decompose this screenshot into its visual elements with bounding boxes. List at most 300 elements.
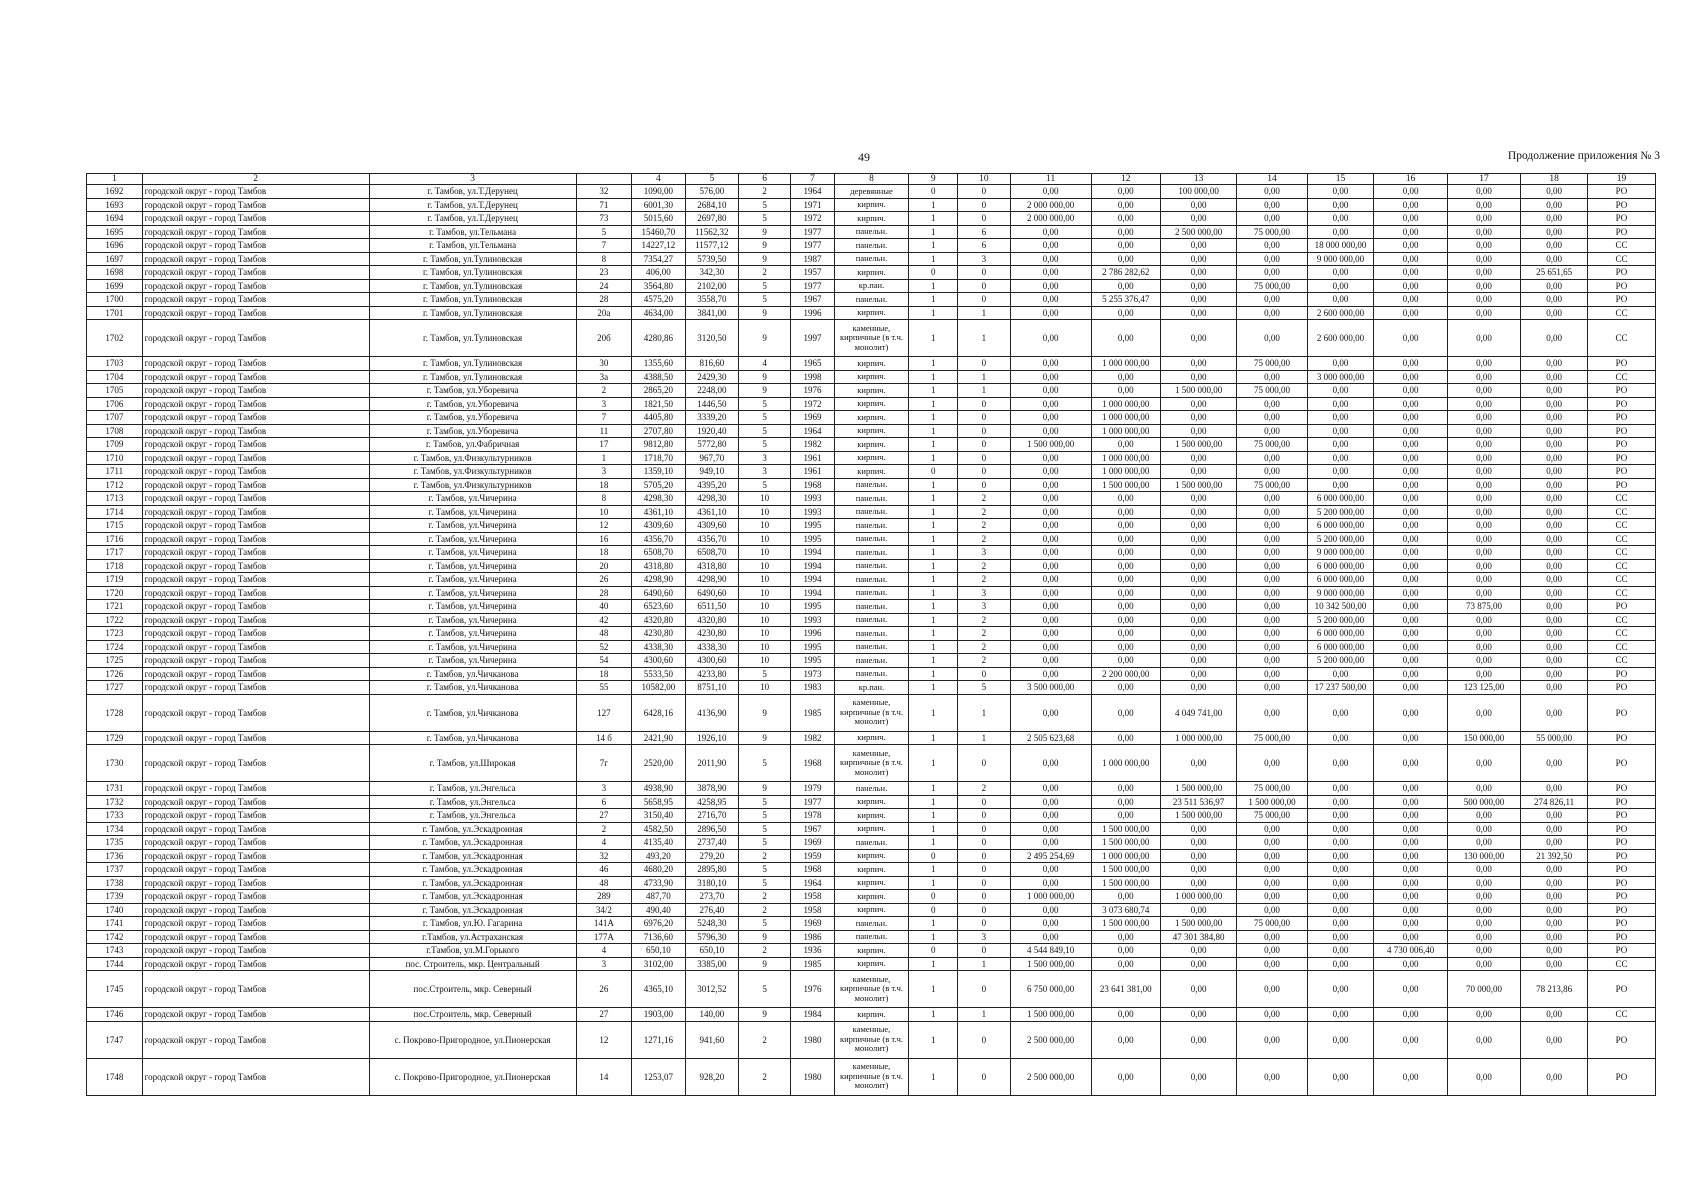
table-cell: 0,00 bbox=[1447, 863, 1520, 877]
table-cell: 0,00 bbox=[1160, 465, 1237, 479]
table-cell: 2 bbox=[739, 890, 791, 904]
table-cell: 0,00 bbox=[1374, 573, 1447, 587]
table-cell: 5 bbox=[958, 681, 1010, 695]
table-cell: 3а bbox=[576, 370, 632, 384]
table-cell: 0,00 bbox=[1010, 640, 1091, 654]
table-cell: 0,00 bbox=[1160, 944, 1237, 958]
table-cell: 0,00 bbox=[1374, 546, 1447, 560]
table-cell: городской округ - город Тамбов bbox=[142, 876, 369, 890]
table-cell: 289 bbox=[576, 890, 632, 904]
table-cell: 0,00 bbox=[1374, 424, 1447, 438]
table-cell: 1 bbox=[909, 822, 958, 836]
table-cell: городской округ - город Тамбов bbox=[142, 370, 369, 384]
table-cell: 7 bbox=[576, 239, 632, 253]
table-cell: 0,00 bbox=[1307, 198, 1374, 212]
table-cell: 1 500 000,00 bbox=[1091, 836, 1160, 850]
table-cell: 3 bbox=[958, 586, 1010, 600]
table-cell: 1 500 000,00 bbox=[1160, 917, 1237, 931]
table-cell: 5 bbox=[739, 212, 791, 226]
table-cell: 0,00 bbox=[1237, 1058, 1307, 1095]
table-cell: 5 255 376,47 bbox=[1091, 293, 1160, 307]
table-cell: 0,00 bbox=[1521, 957, 1588, 971]
table-cell: 1 bbox=[909, 546, 958, 560]
table-cell: 0,00 bbox=[1160, 745, 1237, 782]
table-cell: 1 bbox=[909, 640, 958, 654]
table-cell: 3 bbox=[576, 782, 632, 796]
table-cell: 0,00 bbox=[1521, 1021, 1588, 1058]
table-cell: 0,00 bbox=[1160, 627, 1237, 641]
table-cell: 7 bbox=[576, 411, 632, 425]
table-cell: городской округ - город Тамбов bbox=[142, 849, 369, 863]
table-cell: 0 bbox=[909, 465, 958, 479]
table-cell: 2 bbox=[739, 903, 791, 917]
table-cell: 0,00 bbox=[1521, 411, 1588, 425]
table-cell: г. Тамбов, ул.Энгельса bbox=[369, 809, 576, 823]
table-cell: СС bbox=[1587, 492, 1655, 506]
table-cell: 1 500 000,00 bbox=[1237, 795, 1307, 809]
table-cell: 0 bbox=[909, 903, 958, 917]
table-cell: 0,00 bbox=[1521, 492, 1588, 506]
table-cell: 0,00 bbox=[1521, 198, 1588, 212]
table-cell: 1 500 000,00 bbox=[1160, 809, 1237, 823]
table-cell: СС bbox=[1587, 559, 1655, 573]
table-cell: 1 bbox=[909, 876, 958, 890]
table-cell: 0,00 bbox=[1091, 370, 1160, 384]
table-cell: 1972 bbox=[791, 212, 834, 226]
table-cell: 1973 bbox=[791, 667, 834, 681]
table-cell: 0,00 bbox=[1237, 681, 1307, 695]
table-cell: 2 bbox=[958, 627, 1010, 641]
table-cell: 0,00 bbox=[1307, 1021, 1374, 1058]
table-cell: 0,00 bbox=[1447, 411, 1520, 425]
table-cell: панельн. bbox=[834, 478, 909, 492]
table-cell: 1719 bbox=[87, 573, 143, 587]
table-cell: г. Тамбов, ул.Уборевича bbox=[369, 424, 576, 438]
table-cell: 0,00 bbox=[1010, 384, 1091, 398]
table-cell: 0,00 bbox=[1374, 731, 1447, 745]
table-cell: 2 200 000,00 bbox=[1091, 667, 1160, 681]
table-cell: 0,00 bbox=[1010, 451, 1091, 465]
table-cell: 1745 bbox=[87, 971, 143, 1008]
table-cell: 0,00 bbox=[1010, 809, 1091, 823]
table-cell: 0,00 bbox=[1521, 505, 1588, 519]
table-cell: каменные, кирпичные (в т.ч. монолит) bbox=[834, 320, 909, 357]
table-cell: 1730 bbox=[87, 745, 143, 782]
table-cell: 0,00 bbox=[1521, 519, 1588, 533]
table-cell: 1995 bbox=[791, 600, 834, 614]
table-row bbox=[87, 586, 1656, 600]
table-cell: г. Тамбов, ул.Чичерина bbox=[369, 505, 576, 519]
table-cell: 0 bbox=[958, 849, 1010, 863]
table-cell: РО bbox=[1587, 212, 1655, 226]
table-row bbox=[87, 876, 1656, 890]
table-cell: 5796,30 bbox=[685, 930, 738, 944]
table-cell: 0,00 bbox=[1237, 532, 1307, 546]
table-row bbox=[87, 279, 1656, 293]
table-cell: городской округ - город Тамбов bbox=[142, 559, 369, 573]
table-cell: кирпич. bbox=[834, 890, 909, 904]
table-cell: 0,00 bbox=[1160, 212, 1237, 226]
table-cell: 0,00 bbox=[1307, 667, 1374, 681]
table-cell: городской округ - город Тамбов bbox=[142, 384, 369, 398]
table-cell: 2 bbox=[958, 782, 1010, 796]
table-cell: 73 bbox=[576, 212, 632, 226]
table-cell: 0,00 bbox=[1010, 293, 1091, 307]
table-cell: 0,00 bbox=[1160, 397, 1237, 411]
table-cell: 1733 bbox=[87, 809, 143, 823]
table-cell: 20б bbox=[576, 320, 632, 357]
table-cell: 3012,52 bbox=[685, 971, 738, 1008]
table-cell: г. Тамбов, ул.Чичерина bbox=[369, 586, 576, 600]
table-cell: кирпич. bbox=[834, 795, 909, 809]
table-cell: 7354,27 bbox=[632, 252, 685, 266]
table-cell: 0,00 bbox=[1237, 306, 1307, 320]
table-cell: городской округ - город Тамбов bbox=[142, 397, 369, 411]
table-row bbox=[87, 971, 1656, 1008]
table-cell: кирпич. bbox=[834, 944, 909, 958]
table-cell: 1977 bbox=[791, 795, 834, 809]
table-cell: 0,00 bbox=[1010, 225, 1091, 239]
table-row bbox=[87, 424, 1656, 438]
table-cell: 0,00 bbox=[1521, 745, 1588, 782]
table-cell: 0,00 bbox=[1160, 600, 1237, 614]
table-cell: 0,00 bbox=[1374, 667, 1447, 681]
table-cell: 500 000,00 bbox=[1447, 795, 1520, 809]
table-cell: 3120,50 bbox=[685, 320, 738, 357]
table-cell: городской округ - город Тамбов bbox=[142, 640, 369, 654]
table-cell: 3 073 680,74 bbox=[1091, 903, 1160, 917]
table-cell: 0,00 bbox=[1160, 492, 1237, 506]
table-cell: кирпич. bbox=[834, 411, 909, 425]
table-cell: 0,00 bbox=[1447, 212, 1520, 226]
header-cell: 13 bbox=[1160, 174, 1237, 185]
table-cell: 4 bbox=[576, 944, 632, 958]
table-row bbox=[87, 600, 1656, 614]
table-cell: 1 bbox=[958, 731, 1010, 745]
table-cell: 5 bbox=[739, 795, 791, 809]
table-cell: 2 600 000,00 bbox=[1307, 320, 1374, 357]
table-cell: 1 000 000,00 bbox=[1091, 451, 1160, 465]
table-cell: 0,00 bbox=[1521, 397, 1588, 411]
table-cell: 0,00 bbox=[1374, 357, 1447, 371]
table-cell: 0,00 bbox=[1010, 795, 1091, 809]
table-cell: 1985 bbox=[791, 957, 834, 971]
table-row bbox=[87, 546, 1656, 560]
table-cell: 1977 bbox=[791, 225, 834, 239]
table-cell: 6428,16 bbox=[632, 694, 685, 731]
table-row bbox=[87, 822, 1656, 836]
table-cell: городской округ - город Тамбов bbox=[142, 957, 369, 971]
table-row bbox=[87, 613, 1656, 627]
table-cell: 1998 bbox=[791, 370, 834, 384]
table-cell: 0,00 bbox=[1237, 944, 1307, 958]
table-cell: СС bbox=[1587, 957, 1655, 971]
table-cell: 4135,40 bbox=[632, 836, 685, 850]
table-cell: 0,00 bbox=[1447, 424, 1520, 438]
table-cell: СС bbox=[1587, 370, 1655, 384]
table-row bbox=[87, 411, 1656, 425]
table-cell: 0,00 bbox=[1237, 745, 1307, 782]
table-cell: 0 bbox=[958, 890, 1010, 904]
table-cell: 1 bbox=[909, 492, 958, 506]
table-cell: 2 bbox=[739, 185, 791, 199]
table-cell: 1959 bbox=[791, 849, 834, 863]
table-cell: 1 bbox=[909, 397, 958, 411]
table-cell: 0,00 bbox=[1521, 809, 1588, 823]
table-cell: 3 bbox=[958, 600, 1010, 614]
table-cell: 1711 bbox=[87, 465, 143, 479]
table-cell: городской округ - город Тамбов bbox=[142, 252, 369, 266]
table-cell: городской округ - город Тамбов bbox=[142, 627, 369, 641]
table-cell: 0,00 bbox=[1010, 613, 1091, 627]
table-cell: 1694 bbox=[87, 212, 143, 226]
table-cell: 2 bbox=[739, 1058, 791, 1095]
table-cell: кирпич. bbox=[834, 212, 909, 226]
table-cell: 1 bbox=[909, 293, 958, 307]
table-cell: 32 bbox=[576, 849, 632, 863]
table-cell: 4395,20 bbox=[685, 478, 738, 492]
table-cell: городской округ - город Тамбов bbox=[142, 731, 369, 745]
table-cell: г. Тамбов, ул.Тельмана bbox=[369, 225, 576, 239]
table-cell: 0 bbox=[958, 667, 1010, 681]
table-cell: 8 bbox=[576, 252, 632, 266]
table-cell: 1 500 000,00 bbox=[1010, 1008, 1091, 1022]
table-cell: 0,00 bbox=[1447, 279, 1520, 293]
table-cell: 0,00 bbox=[1091, 384, 1160, 398]
table-cell: 0,00 bbox=[1010, 836, 1091, 850]
table-cell: г. Тамбов, ул.Фабричная bbox=[369, 438, 576, 452]
table-cell: городской округ - город Тамбов bbox=[142, 438, 369, 452]
table-cell: 967,70 bbox=[685, 451, 738, 465]
table-cell: каменные, кирпичные (в т.ч. монолит) bbox=[834, 1058, 909, 1095]
table-cell: 0,00 bbox=[1307, 357, 1374, 371]
table-cell: 1704 bbox=[87, 370, 143, 384]
table-cell: 0 bbox=[958, 917, 1010, 931]
table-cell: 1697 bbox=[87, 252, 143, 266]
table-cell: 0,00 bbox=[1160, 640, 1237, 654]
table-cell: кирпич. bbox=[834, 822, 909, 836]
table-cell: 1936 bbox=[791, 944, 834, 958]
table-cell: 4 049 741,00 bbox=[1160, 694, 1237, 731]
table-cell: 0,00 bbox=[1160, 370, 1237, 384]
table-cell: кирпич. bbox=[834, 903, 909, 917]
table-cell: 2737,40 bbox=[685, 836, 738, 850]
table-cell: кирпич. bbox=[834, 306, 909, 320]
table-cell: 0,00 bbox=[1521, 239, 1588, 253]
table-cell: 2429,30 bbox=[685, 370, 738, 384]
table-cell: 0,00 bbox=[1091, 731, 1160, 745]
table-cell: 0,00 bbox=[1091, 586, 1160, 600]
header-cell: 5 bbox=[685, 174, 738, 185]
table-cell: 0,00 bbox=[1010, 252, 1091, 266]
table-cell: 1706 bbox=[87, 397, 143, 411]
table-cell: 9 bbox=[739, 694, 791, 731]
table-cell: 75 000,00 bbox=[1237, 357, 1307, 371]
table-cell: 0,00 bbox=[1091, 930, 1160, 944]
table-row bbox=[87, 225, 1656, 239]
table-cell: 2 bbox=[739, 1021, 791, 1058]
table-cell: 9 000 000,00 bbox=[1307, 546, 1374, 560]
table-cell: 0,00 bbox=[1447, 1058, 1520, 1095]
table-cell: 0,00 bbox=[1091, 306, 1160, 320]
table-cell: г. Тамбов, ул.Эскадронная bbox=[369, 876, 576, 890]
table-cell: 9 000 000,00 bbox=[1307, 252, 1374, 266]
table-cell: 0,00 bbox=[1010, 559, 1091, 573]
table-cell: РО bbox=[1587, 822, 1655, 836]
table-cell: 0,00 bbox=[1374, 782, 1447, 796]
table-cell: РО bbox=[1587, 478, 1655, 492]
table-cell: 0,00 bbox=[1010, 320, 1091, 357]
table-cell: городской округ - город Тамбов bbox=[142, 745, 369, 782]
table-row bbox=[87, 890, 1656, 904]
table-cell: 2 bbox=[958, 519, 1010, 533]
table-cell: 0,00 bbox=[1010, 586, 1091, 600]
table-cell: 493,20 bbox=[632, 849, 685, 863]
table-cell: 1 bbox=[909, 613, 958, 627]
table-cell: 1 500 000,00 bbox=[1091, 863, 1160, 877]
table-cell: 0,00 bbox=[1447, 627, 1520, 641]
table-cell: 23 641 381,00 bbox=[1091, 971, 1160, 1008]
table-cell: 1 bbox=[909, 694, 958, 731]
table-cell: 0,00 bbox=[1307, 903, 1374, 917]
table-cell: 150 000,00 bbox=[1447, 731, 1520, 745]
table-cell: 1971 bbox=[791, 198, 834, 212]
table-cell: 1715 bbox=[87, 519, 143, 533]
table-cell: 10 bbox=[739, 640, 791, 654]
table-cell: 1 500 000,00 bbox=[1160, 782, 1237, 796]
table-cell: 6 000 000,00 bbox=[1307, 492, 1374, 506]
table-cell: 3841,00 bbox=[685, 306, 738, 320]
table-cell: 17 237 500,00 bbox=[1307, 681, 1374, 695]
table-cell: 0,00 bbox=[1447, 384, 1520, 398]
table-cell: 9 bbox=[739, 782, 791, 796]
table-cell: кирпич. bbox=[834, 957, 909, 971]
table-cell: кр.пан. bbox=[834, 279, 909, 293]
table-cell: 1747 bbox=[87, 1021, 143, 1058]
table-cell: 0,00 bbox=[1447, 397, 1520, 411]
table-cell: 0,00 bbox=[1374, 239, 1447, 253]
table-cell: 1972 bbox=[791, 397, 834, 411]
table-cell: 1 bbox=[909, 809, 958, 823]
table-cell: 4309,60 bbox=[632, 519, 685, 533]
table-cell: 4298,30 bbox=[685, 492, 738, 506]
table-cell: 5 bbox=[739, 809, 791, 823]
table-cell: РО bbox=[1587, 944, 1655, 958]
table-cell: 1994 bbox=[791, 573, 834, 587]
table-cell: 0,00 bbox=[1091, 239, 1160, 253]
table-cell: 1710 bbox=[87, 451, 143, 465]
table-cell: г. Тамбов, ул.Чичканова bbox=[369, 667, 576, 681]
table-cell: 0,00 bbox=[1160, 1058, 1237, 1095]
table-cell: 1 bbox=[909, 782, 958, 796]
table-cell: 2 500 000,00 bbox=[1160, 225, 1237, 239]
table-cell: 0,00 bbox=[1010, 903, 1091, 917]
table-cell: 0,00 bbox=[1091, 694, 1160, 731]
table-cell: 0,00 bbox=[1374, 505, 1447, 519]
table-cell: СС bbox=[1587, 519, 1655, 533]
table-cell: 0 bbox=[958, 293, 1010, 307]
header-cell: 11 bbox=[1010, 174, 1091, 185]
table-cell: 5 bbox=[739, 836, 791, 850]
table-cell: 24 bbox=[576, 279, 632, 293]
table-cell: 2 500 000,00 bbox=[1010, 1021, 1091, 1058]
table-cell: панельн. bbox=[834, 225, 909, 239]
table-cell: 0,00 bbox=[1307, 822, 1374, 836]
table-cell: 0,00 bbox=[1374, 809, 1447, 823]
table-cell: 4298,90 bbox=[632, 573, 685, 587]
table-cell: 0,00 bbox=[1160, 836, 1237, 850]
table-cell: 7136,60 bbox=[632, 930, 685, 944]
table-cell: 1 bbox=[576, 451, 632, 465]
table-cell: каменные, кирпичные (в т.ч. монолит) bbox=[834, 745, 909, 782]
table-cell: 1748 bbox=[87, 1058, 143, 1095]
table-cell: 0,00 bbox=[1091, 225, 1160, 239]
table-cell: 0,00 bbox=[1374, 957, 1447, 971]
table-cell: 0,00 bbox=[1160, 876, 1237, 890]
table-cell: 4230,80 bbox=[632, 627, 685, 641]
table-cell: 0,00 bbox=[1374, 876, 1447, 890]
table-cell: г. Тамбов, ул.Чичканова bbox=[369, 681, 576, 695]
table-cell: 52 bbox=[576, 640, 632, 654]
table-cell: 2248,00 bbox=[685, 384, 738, 398]
table-cell: 23 511 536,97 bbox=[1160, 795, 1237, 809]
table-cell: 0,00 bbox=[1374, 600, 1447, 614]
header-cell: 8 bbox=[834, 174, 909, 185]
table-cell: 1964 bbox=[791, 876, 834, 890]
table-cell: 46 bbox=[576, 863, 632, 877]
table-cell: 276,40 bbox=[685, 903, 738, 917]
table-cell: 2520,00 bbox=[632, 745, 685, 782]
table-cell: 0,00 bbox=[1374, 451, 1447, 465]
table-cell: 1 bbox=[909, 306, 958, 320]
table-cell: кирпич. bbox=[834, 266, 909, 280]
table-cell: 0,00 bbox=[1521, 654, 1588, 668]
table-cell: 1 000 000,00 bbox=[1091, 424, 1160, 438]
table-cell: 0,00 bbox=[1447, 370, 1520, 384]
table-cell: 0,00 bbox=[1447, 546, 1520, 560]
table-cell: 487,70 bbox=[632, 890, 685, 904]
table-cell: 2716,70 bbox=[685, 809, 738, 823]
table-cell: 0,00 bbox=[1160, 849, 1237, 863]
table-cell: 650,10 bbox=[685, 944, 738, 958]
table-cell: городской округ - город Тамбов bbox=[142, 681, 369, 695]
table-cell: 1 000 000,00 bbox=[1091, 465, 1160, 479]
table-body bbox=[87, 174, 1656, 1096]
table-row bbox=[87, 397, 1656, 411]
table-cell: 1718 bbox=[87, 559, 143, 573]
table-cell: 3 bbox=[739, 465, 791, 479]
table-cell: 0,00 bbox=[1521, 876, 1588, 890]
table-cell: 0,00 bbox=[1010, 266, 1091, 280]
table-cell: 0,00 bbox=[1374, 971, 1447, 1008]
table-cell: 6 bbox=[958, 225, 1010, 239]
table-cell: 0 bbox=[909, 266, 958, 280]
table-cell: 0,00 bbox=[1374, 438, 1447, 452]
table-cell: 0,00 bbox=[1307, 745, 1374, 782]
table-cell: 1 bbox=[909, 198, 958, 212]
table-cell: городской округ - город Тамбов bbox=[142, 465, 369, 479]
table-cell: городской округ - город Тамбов bbox=[142, 863, 369, 877]
table-cell: РО bbox=[1587, 782, 1655, 796]
table-cell: г. Тамбов, ул.Чичерина bbox=[369, 627, 576, 641]
table-cell: 2 bbox=[739, 849, 791, 863]
table-cell: 3385,00 bbox=[685, 957, 738, 971]
table-cell: 0,00 bbox=[1521, 465, 1588, 479]
table-cell: 1737 bbox=[87, 863, 143, 877]
table-cell: 5 200 000,00 bbox=[1307, 654, 1374, 668]
table-cell: 4361,10 bbox=[685, 505, 738, 519]
table-cell: 0,00 bbox=[1237, 451, 1307, 465]
